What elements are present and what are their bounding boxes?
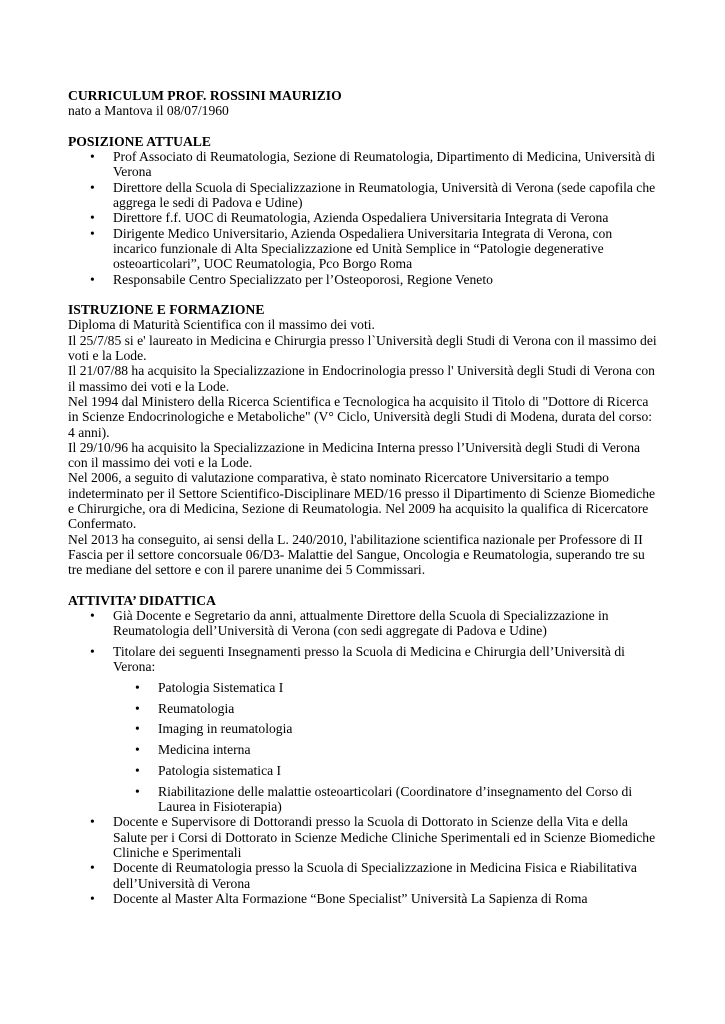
sub-list-item: • Medicina interna <box>113 742 658 757</box>
sub-list-item: • Patologia Sistematica I <box>113 680 658 695</box>
list-item-text: Titolare dei seguenti Insegnamenti presso la Scuola di Medicina e Chirurgia dell’Università di Verona: <box>113 643 625 674</box>
paragraph: Nel 2006, a seguito di valutazione comparativa, è stato nominato Ricercatore Universitario a tempo indeterminato per il Settore Scientifico-Disciplinare MED/16 presso il Dipartimento di Scienze Biomediche e Chirurgiche, ora di Medicina, Sezione di Reumatologia. Nel 2009 ha acquisito la qualifica di Ricercatore Confermato. <box>68 470 656 532</box>
spacer <box>68 287 658 302</box>
section-heading-posizione: POSIZIONE ATTUALE <box>68 133 211 149</box>
birth-info: nato a Mantova il 08/07/1960 <box>68 103 229 119</box>
sub-list-item: • Reumatologia <box>113 701 658 716</box>
insegnamenti-list <box>113 680 658 815</box>
list-item: • Docente di Reumatologia presso la Scuola di Specializzazione in Medicina Fisica e Riabilitativa dell’Università di Verona <box>68 860 658 891</box>
list-item: • Docente e Supervisore di Dottorandi presso la Scuola di Dottorato in Scienze della Vita e della Salute per i Corsi di Dottorato in Scienze Mediche Cliniche Sperimentali ed in Scienze Biomediche Cliniche e Sperimentali <box>68 814 658 860</box>
paragraph: Il 25/7/85 si e' laureato in Medicina e Chirurgia presso l`Università degli Studi di Verona con il massimo dei voti e la Lode. <box>68 332 657 364</box>
list-item: • Responsabile Centro Specializzato per l’Osteoporosi, Regione Veneto <box>68 272 658 287</box>
list-item: • Direttore f.f. UOC di Reumatologia, Azienda Ospedaliera Universitaria Integrata di Verona <box>68 210 658 225</box>
document-title: CURRICULUM PROF. ROSSINI MAURIZIO <box>68 88 342 103</box>
spacer <box>68 119 658 134</box>
section-heading-didattica: ATTIVITA’ DIDATTICA <box>68 592 216 608</box>
posizione-list <box>68 149 658 287</box>
list-item: • Già Docente e Segretario da anni, attualmente Direttore della Scuola di Specializzazione in Reumatologia dell’Università di Verona (con sedi aggregate di Padova e Udine) <box>68 608 658 639</box>
cv-page <box>68 88 658 906</box>
spacer <box>68 578 658 593</box>
list-item: • Prof Associato di Reumatologia, Sezione di Reumatologia, Dipartimento di Medicina, Università di Verona <box>68 149 658 180</box>
list-item: • Dirigente Medico Universitario, Azienda Ospedaliera Universitaria Integrata di Verona, con incarico funzionale di Alta Specializzazione ed Unità Semplice in “Patologie degenerative osteoarticolari”, UOC Reumatologia, Pco Borgo Roma <box>68 226 658 272</box>
paragraph: Diploma di Maturità Scientifica con il massimo dei voti. <box>68 317 375 333</box>
paragraph: Il 29/10/96 ha acquisito la Specializzazione in Medicina Interna presso l’Università degli Studi di Verona con il massimo dei voti e la Lode. <box>68 439 641 471</box>
section-heading-istruzione: ISTRUZIONE E FORMAZIONE <box>68 302 265 318</box>
paragraph: Nel 2013 ha conseguito, ai sensi della L. 240/2010, l'abilitazione scientifica nazionale per Professore di II Fascia per il settore concorsuale 06/D3- Malattie del Sangue, Oncologia e Reumatologia, superando tre su tre mediane del settore e con il parere unanime dei 5 Commissari. <box>68 531 645 578</box>
sub-list-item: • Imaging in reumatologia <box>113 721 658 736</box>
sub-list-item: • Patologia sistematica I <box>113 763 658 778</box>
sub-list-item: • Riabilitazione delle malattie osteoarticolari (Coordinatore d’insegnamento del Corso di Laurea in Fisioterapia) <box>113 784 658 815</box>
didattica-list <box>68 608 658 906</box>
paragraph: Nel 1994 dal Ministero della Ricerca Scientifica e Tecnologica ha acquisito il Titolo di "Dottore di Ricerca in Scienze Endocrinologiche e Metaboliche" (V° Ciclo, Università degli Studi di Modena, durata del corso: 4 anni). <box>68 393 653 440</box>
list-item <box>68 644 658 815</box>
paragraph: Il 21/07/88 ha acquisito la Specializzazione in Endocrinologia presso l' Università degli Studi di Verona con il massimo dei voti e la Lode. <box>68 363 655 394</box>
list-item: • Direttore della Scuola di Specializzazione in Reumatologia, Università di Verona (sede capofila che aggrega le sedi di Padova e Udine) <box>68 180 658 211</box>
list-item: • Docente al Master Alta Formazione “Bone Specialist” Università La Sapienza di Roma <box>68 891 658 906</box>
